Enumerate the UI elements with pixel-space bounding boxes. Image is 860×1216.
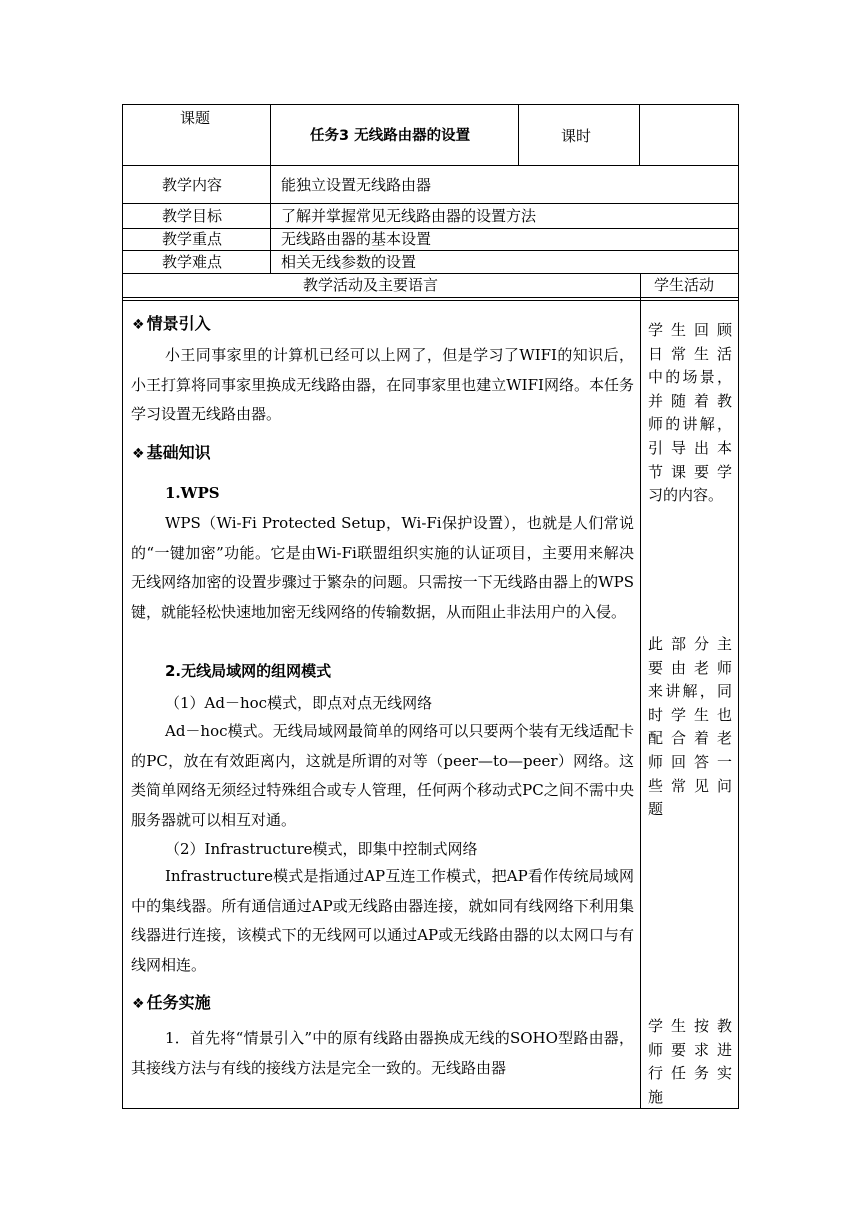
student-activity-line: 要由老师 <box>648 658 732 677</box>
row-label-content: 教学内容 <box>162 176 223 194</box>
basics-title: 基础知识 <box>146 443 211 462</box>
adhoc-paragraph: Ad－hoc模式。无线局域网最简单的网络可以只要两个装有无线适配卡的PC，放在有效距离内，这就是所谓的对等（peer—to—peer）网络。这类简单网络无须经过特殊组合或专人管理，任何两个移动式PC之间不需中央服务器就可以相互对通。 <box>131 722 634 829</box>
row-label-difficulty: 教学难点 <box>162 253 223 271</box>
student-activity-line: 行任务实 <box>648 1064 732 1083</box>
task-heading <box>132 992 211 1015</box>
table-column-rule <box>518 104 519 166</box>
student-activity-line: 习的内容。 <box>648 486 724 505</box>
row-label-objective: 教学目标 <box>162 207 223 225</box>
row-label-focus: 教学重点 <box>162 230 223 248</box>
student-activity-3 <box>648 1015 732 1109</box>
table-column-rule <box>640 273 641 1109</box>
table-column-rule <box>639 104 640 166</box>
student-column-header: 学生活动 <box>654 276 715 294</box>
topic-value: 任务3 无线路由器的设置 <box>310 128 471 144</box>
student-activity-line: 师要求进 <box>648 1040 732 1059</box>
row-value-focus: 无线路由器的基本设置 <box>281 230 432 248</box>
student-activity-line: 节课要学 <box>648 462 732 481</box>
table-border-top <box>122 104 739 105</box>
table-border-left <box>122 104 123 1109</box>
diamond-bullet-icon: ❖ <box>132 996 145 1012</box>
student-activity-line: 并随着教 <box>648 391 732 410</box>
student-activity-line: 学生回顾 <box>648 321 732 339</box>
row-value-content: 能独立设置无线路由器 <box>281 176 432 194</box>
mode-heading: 2.无线局域网的组网模式 <box>165 662 332 680</box>
table-border-right <box>738 104 739 1109</box>
student-activity-line: 此部分主 <box>648 635 732 653</box>
student-activity-line: 引导出本 <box>648 438 732 457</box>
row-value-objective: 了解并掌握常见无线路由器的设置方法 <box>281 207 537 225</box>
student-activity-line: 来讲解，同 <box>648 682 732 701</box>
table-column-rule <box>270 104 271 274</box>
student-activity-2 <box>648 633 732 822</box>
student-activity-line: 师的讲解， <box>648 415 732 434</box>
infra-paragraph: Infrastructure模式是指通过AP互连工作模式，把AP看作传统局域网中的集线器。所有通信通过AP或无线路由器连接，就如同有线网络下利用集线器进行连接，该模式下的无线网可以通过AP或无线路由器的以太网口与有线网相连。 <box>131 867 634 974</box>
basics-heading <box>132 442 211 465</box>
diamond-bullet-icon: ❖ <box>132 446 145 462</box>
intro-paragraph: 小王同事家里的计算机已经可以上网了，但是学习了WIFI的知识后，小王打算将同事家里换成无线路由器，在同事家里也建立WIFI网络。本任务学习设置无线路由器。 <box>131 346 634 423</box>
table-rule <box>122 165 739 166</box>
student-activity-line: 中的场景， <box>648 368 732 387</box>
intro-title: 情景引入 <box>146 314 211 333</box>
task-paragraph: 1．首先将“情景引入”中的原有线路由器换成无线的SOHO型路由器，其接线方法与有线的接线方法是完全一致的。无线路由器 <box>131 1029 634 1077</box>
student-activity-line: 日常生活 <box>648 344 732 363</box>
table-rule <box>122 300 739 301</box>
student-activity-line: 学生按教 <box>648 1017 732 1035</box>
wps-paragraph: WPS（Wi-Fi Protected Setup，Wi-Fi保护设置），也就是人们常说的“一键加密”功能。它是由Wi-Fi联盟组织实施的认证项目，主要用来解决无线网络加密的设置步骤过于繁杂的问题。只需按一下无线路由器上的WPS键，就能轻松快速地加密无线网络的传输数据，从而阻止非法用户的入侵。 <box>131 514 634 621</box>
task-title: 任务实施 <box>146 993 211 1012</box>
student-activity-line: 施 <box>648 1087 664 1106</box>
hours-label: 课时 <box>561 127 592 145</box>
topic-label: 课题 <box>180 109 211 127</box>
table-rule <box>122 203 739 204</box>
table-rule <box>122 297 739 298</box>
diamond-bullet-icon: ❖ <box>132 317 145 333</box>
student-activity-line: 些常见问 <box>648 776 732 795</box>
student-activity-line: 时学生也 <box>648 705 732 724</box>
infra-heading: （2）Infrastructure模式，即集中控制式网络 <box>165 840 478 858</box>
table-border-bottom <box>122 1108 739 1109</box>
wps-heading: 1.WPS <box>165 484 220 502</box>
intro-heading <box>132 313 211 336</box>
student-activity-line: 配合着老 <box>648 729 732 748</box>
adhoc-heading: （1）Ad－hoc模式，即点对点无线网络 <box>165 694 433 712</box>
row-value-difficulty: 相关无线参数的设置 <box>281 253 417 271</box>
activity-column-header: 教学活动及主要语言 <box>303 276 439 294</box>
student-activity-1 <box>648 319 732 508</box>
student-activity-line: 师回答一 <box>648 752 732 771</box>
student-activity-line: 题 <box>648 800 664 819</box>
